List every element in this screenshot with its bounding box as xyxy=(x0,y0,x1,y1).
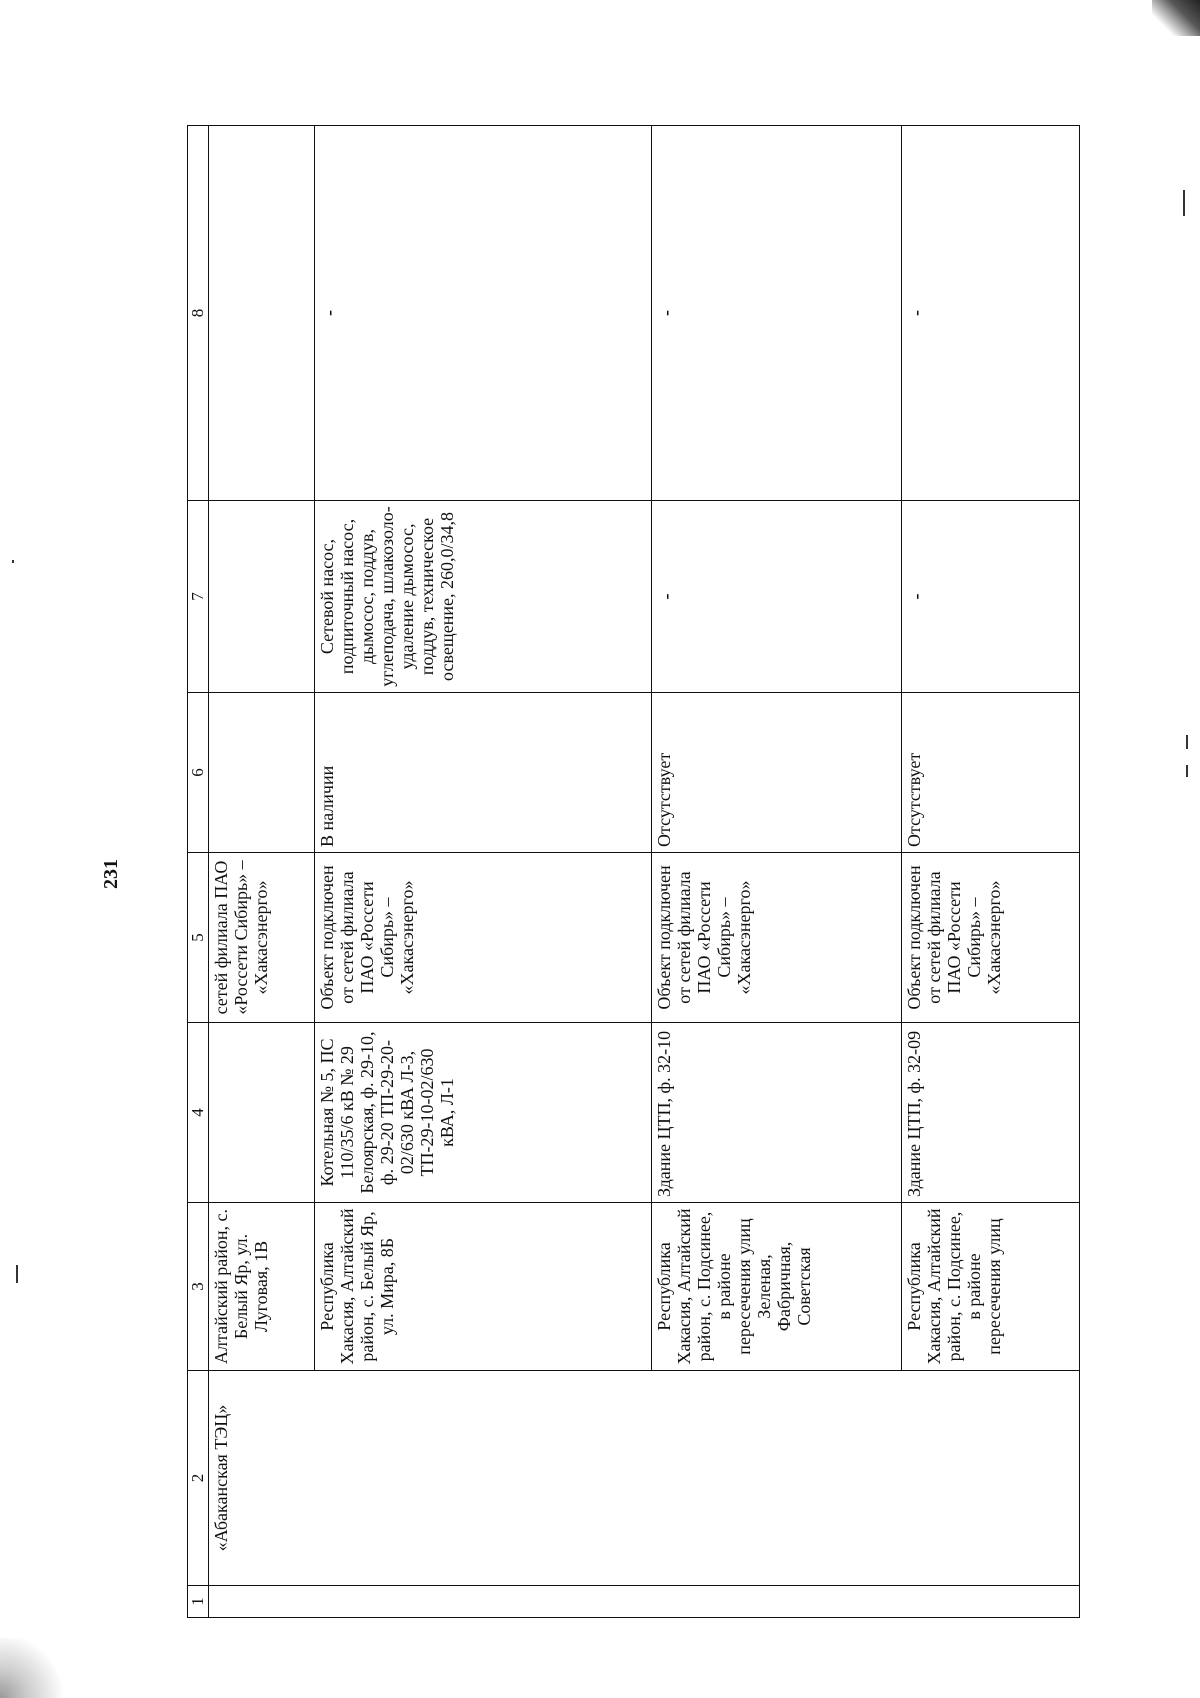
table-row xyxy=(209,126,315,1618)
cell-note: - xyxy=(315,126,652,501)
data-table xyxy=(187,125,1080,1618)
page-number: 231 xyxy=(100,859,122,889)
scan-speck xyxy=(1183,190,1185,216)
header-col-6: 6 xyxy=(188,693,209,853)
cell-equipment: - xyxy=(652,501,902,693)
cell-address: Республика Хакасия, Алтайский район, с. Подсинее, в районе пересечения улиц xyxy=(902,1203,1080,1371)
cell-object-name: «Абаканская ТЭЦ» xyxy=(209,1371,1080,1586)
scan-speck xyxy=(12,560,14,563)
scan-corner-shadow-bottom xyxy=(0,1638,70,1698)
cell-reserve xyxy=(209,693,315,853)
cell-source: Здание ЦТП, ф. 32-10 xyxy=(652,1023,902,1203)
cell-connection: Объект подключен от сетей филиала ПАО «Россети Сибирь» – «Хакасэнерго» xyxy=(902,853,1080,1023)
cell-source: Котельная № 5, ПС 110/35/6 кВ № 29 Белоярская, ф. 29-10, ф. 29-20 ТП-29-20-02/630 кВА Л-3, ТП-29-10-02/630 кВА, Л-1 xyxy=(315,1023,652,1203)
header-col-5: 5 xyxy=(188,853,209,1023)
cell-reserve: Отсутствует xyxy=(902,693,1080,853)
scan-corner-shadow xyxy=(1152,0,1200,36)
cell-note: - xyxy=(902,126,1080,501)
cell-note: - xyxy=(652,126,902,501)
header-col-3: 3 xyxy=(188,1203,209,1371)
cell-address: Республика Хакасия, Алтайский район, с. Подсинее, в районе пересечения улиц Зеленая, Фабричная, Советская xyxy=(652,1203,902,1371)
cell-source xyxy=(209,1023,315,1203)
cell-connection: Объект подключен от сетей филиала ПАО «Россети Сибирь» – «Хакасэнерго» xyxy=(652,853,902,1023)
cell-equipment: Сетевой насос, подпиточный насос, дымосос, поддув, углеподача, шлакозоло-удаление дымосос, поддув, техническое освещение, 260,0/34,8 xyxy=(315,501,652,693)
scan-speck xyxy=(1186,765,1188,777)
scan-speck xyxy=(16,1265,18,1283)
cell-equipment xyxy=(209,501,315,693)
header-col-7: 7 xyxy=(188,501,209,693)
scan-speck xyxy=(1186,735,1188,749)
header-col-2: 2 xyxy=(188,1371,209,1586)
header-col-8: 8 xyxy=(188,126,209,501)
header-row xyxy=(188,126,209,1618)
cell-reserve: В наличии xyxy=(315,693,652,853)
header-col-4: 4 xyxy=(188,1023,209,1203)
table-rotated-container xyxy=(187,126,1080,1618)
cell-connection: сетей филиала ПАО «Россети Сибирь» – «Хакасэнерго» xyxy=(209,853,315,1023)
cell-address: Алтайский район, с. Белый Яр, ул. Луговая, 1В xyxy=(209,1203,315,1371)
header-col-1: 1 xyxy=(188,1586,209,1618)
cell-connection: Объект подключен от сетей филиала ПАО «Россети Сибирь» – «Хакасэнерго» xyxy=(315,853,652,1023)
cell-equipment: - xyxy=(902,501,1080,693)
cell-reserve: Отсутствует xyxy=(652,693,902,853)
cell-col-1 xyxy=(209,1586,1080,1618)
cell-note xyxy=(209,126,315,501)
cell-address: Республика Хакасия, Алтайский район, с. Белый Яр, ул. Мира, 8Б xyxy=(315,1203,652,1371)
cell-source: Здание ЦТП, ф. 32-09 xyxy=(902,1023,1080,1203)
